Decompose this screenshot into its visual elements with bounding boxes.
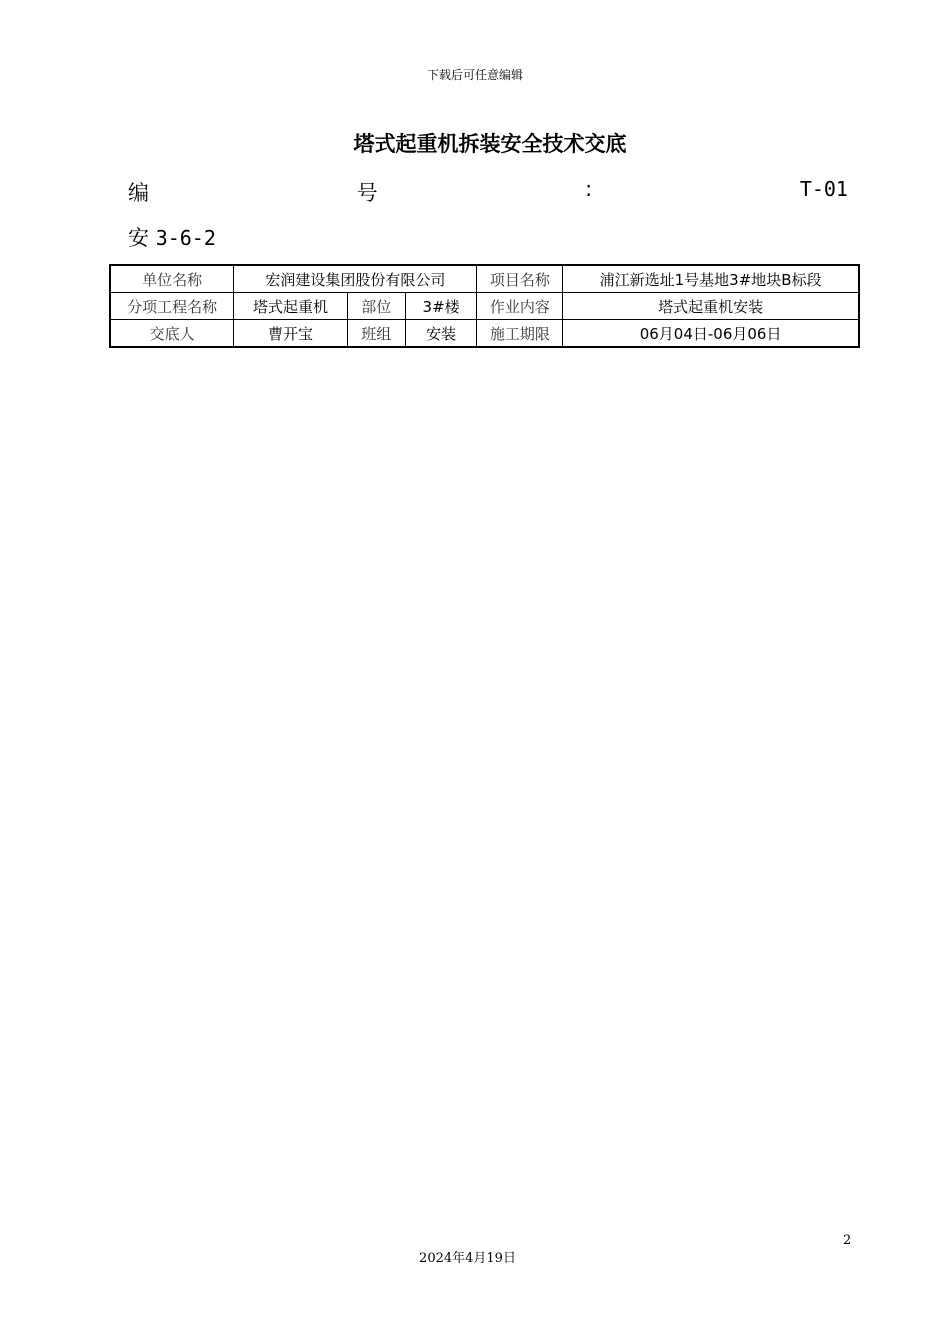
label-cell-location: 部位 [347, 293, 405, 320]
value-cell-project: 浦江新选址1号基地3#地块B标段 [563, 265, 859, 293]
document-code-line-2 [128, 222, 216, 252]
value-cell-period: 06月04日-06月06日 [563, 320, 859, 348]
table-row [110, 320, 859, 348]
value-cell-company: 宏润建设集团股份有限公司 [234, 265, 477, 293]
value-cell-sub-project: 塔式起重机 [234, 293, 348, 320]
header-note: 下载后可任意编辑 [426, 68, 523, 82]
table-row [110, 265, 859, 293]
value-cell-team: 安装 [405, 320, 477, 348]
table-row [110, 293, 859, 320]
code-label-char-1: 编 [128, 181, 149, 205]
value-cell-location: 3#楼 [405, 293, 477, 320]
label-cell-period: 施工期限 [477, 320, 563, 348]
label-cell-unit-name: 单位名称 [110, 265, 234, 293]
label-cell-briefer: 交底人 [110, 320, 234, 348]
code-colon: : [585, 177, 593, 201]
label-cell-project-name: 项目名称 [477, 265, 563, 293]
document-title: 塔式起重机拆装安全技术交底 [353, 132, 627, 156]
label-cell-sub-project: 分项工程名称 [110, 293, 234, 320]
value-cell-briefer: 曹开宝 [234, 320, 348, 348]
page-number: 2 [843, 1233, 852, 1248]
document-code-line [128, 177, 848, 207]
code-prefix: 安 [128, 226, 149, 250]
code-value-part-1: T-01 [799, 177, 848, 201]
value-cell-work-content: 塔式起重机安装 [563, 293, 859, 320]
code-value-part-2: 3-6-2 [155, 226, 216, 250]
code-label-char-2: 号 [356, 181, 378, 205]
label-cell-team: 班组 [347, 320, 405, 348]
info-table [109, 264, 860, 348]
label-cell-work-content: 作业内容 [477, 293, 563, 320]
footer-date: 2024年4月19日 [419, 1251, 516, 1266]
